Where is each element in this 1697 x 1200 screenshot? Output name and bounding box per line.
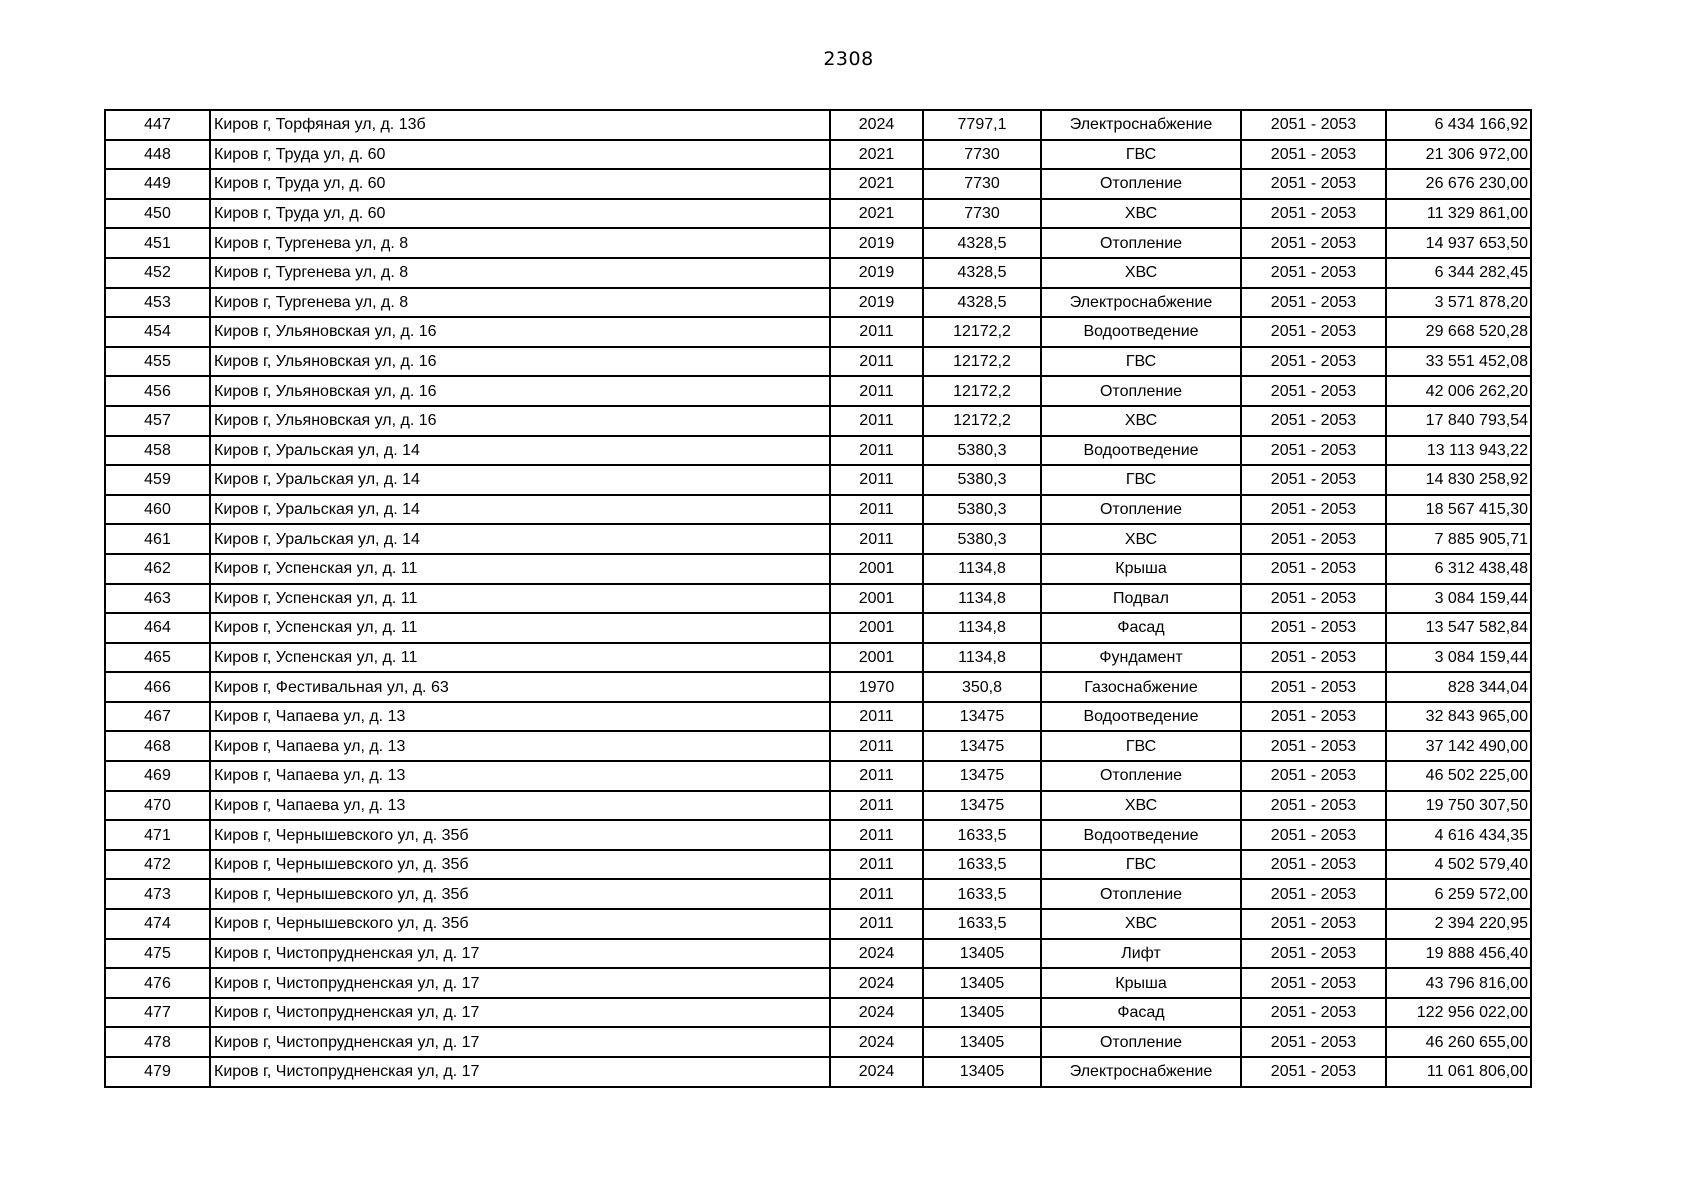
- area-cell: 13475: [923, 761, 1041, 791]
- work-type-cell: ХВС: [1041, 406, 1241, 436]
- table-row: [105, 554, 1531, 584]
- area-cell: 5380,3: [923, 524, 1041, 554]
- area-cell: 13475: [923, 791, 1041, 821]
- area-cell: 4328,5: [923, 258, 1041, 288]
- period-cell: 2051 - 2053: [1241, 347, 1386, 377]
- row-number-cell: 466: [105, 672, 210, 702]
- row-number-cell: 477: [105, 998, 210, 1028]
- year-cell: 2001: [830, 584, 923, 614]
- work-type-cell: Отопление: [1041, 879, 1241, 909]
- table-row: [105, 465, 1531, 495]
- address-cell: Киров г, Труда ул, д. 60: [210, 199, 830, 229]
- cost-cell: 3 084 159,44: [1386, 643, 1531, 673]
- work-type-cell: Электроснабжение: [1041, 1057, 1241, 1087]
- table-row: [105, 702, 1531, 732]
- cost-cell: 46 502 225,00: [1386, 761, 1531, 791]
- cost-cell: 32 843 965,00: [1386, 702, 1531, 732]
- address-cell: Киров г, Уральская ул, д. 14: [210, 465, 830, 495]
- period-cell: 2051 - 2053: [1241, 850, 1386, 880]
- year-cell: 2019: [830, 258, 923, 288]
- row-number-cell: 467: [105, 702, 210, 732]
- row-number-cell: 457: [105, 406, 210, 436]
- year-cell: 2021: [830, 169, 923, 199]
- cost-cell: 6 434 166,92: [1386, 110, 1531, 140]
- cost-cell: 37 142 490,00: [1386, 731, 1531, 761]
- table-row: [105, 110, 1531, 140]
- table-row: [105, 1027, 1531, 1057]
- address-cell: Киров г, Уральская ул, д. 14: [210, 495, 830, 525]
- row-number-cell: 455: [105, 347, 210, 377]
- period-cell: 2051 - 2053: [1241, 820, 1386, 850]
- period-cell: 2051 - 2053: [1241, 317, 1386, 347]
- period-cell: 2051 - 2053: [1241, 1027, 1386, 1057]
- area-cell: 13475: [923, 731, 1041, 761]
- table-row: [105, 968, 1531, 998]
- table-row: [105, 495, 1531, 525]
- cost-cell: 2 394 220,95: [1386, 909, 1531, 939]
- table-row: [105, 524, 1531, 554]
- row-number-cell: 473: [105, 879, 210, 909]
- area-cell: 1134,8: [923, 613, 1041, 643]
- table-row: [105, 288, 1531, 318]
- cost-cell: 7 885 905,71: [1386, 524, 1531, 554]
- work-type-cell: ХВС: [1041, 524, 1241, 554]
- year-cell: 2011: [830, 850, 923, 880]
- address-cell: Киров г, Уральская ул, д. 14: [210, 524, 830, 554]
- address-cell: Киров г, Ульяновская ул, д. 16: [210, 347, 830, 377]
- table-row: [105, 140, 1531, 170]
- area-cell: 7730: [923, 199, 1041, 229]
- cost-cell: 828 344,04: [1386, 672, 1531, 702]
- address-cell: Киров г, Успенская ул, д. 11: [210, 584, 830, 614]
- work-type-cell: Электроснабжение: [1041, 288, 1241, 318]
- period-cell: 2051 - 2053: [1241, 465, 1386, 495]
- year-cell: 2024: [830, 1057, 923, 1087]
- work-type-cell: Крыша: [1041, 554, 1241, 584]
- work-type-cell: Фасад: [1041, 613, 1241, 643]
- year-cell: 2011: [830, 465, 923, 495]
- cost-cell: 6 344 282,45: [1386, 258, 1531, 288]
- period-cell: 2051 - 2053: [1241, 436, 1386, 466]
- period-cell: 2051 - 2053: [1241, 968, 1386, 998]
- repair-schedule-table: [104, 109, 1532, 1088]
- address-cell: Киров г, Тургенева ул, д. 8: [210, 288, 830, 318]
- year-cell: 2011: [830, 347, 923, 377]
- period-cell: 2051 - 2053: [1241, 584, 1386, 614]
- address-cell: Киров г, Чернышевского ул, д. 35б: [210, 909, 830, 939]
- table-row: [105, 347, 1531, 377]
- address-cell: Киров г, Чернышевского ул, д. 35б: [210, 820, 830, 850]
- period-cell: 2051 - 2053: [1241, 140, 1386, 170]
- address-cell: Киров г, Чистопрудненская ул, д. 17: [210, 998, 830, 1028]
- period-cell: 2051 - 2053: [1241, 406, 1386, 436]
- year-cell: 2024: [830, 968, 923, 998]
- table-row: [105, 406, 1531, 436]
- row-number-cell: 453: [105, 288, 210, 318]
- table-row: [105, 939, 1531, 969]
- area-cell: 4328,5: [923, 228, 1041, 258]
- cost-cell: 43 796 816,00: [1386, 968, 1531, 998]
- work-type-cell: Фасад: [1041, 998, 1241, 1028]
- page-number: 2308: [823, 48, 874, 70]
- year-cell: 2024: [830, 998, 923, 1028]
- cost-cell: 29 668 520,28: [1386, 317, 1531, 347]
- address-cell: Киров г, Чапаева ул, д. 13: [210, 731, 830, 761]
- table-row: [105, 791, 1531, 821]
- address-cell: Киров г, Ульяновская ул, д. 16: [210, 406, 830, 436]
- year-cell: 2011: [830, 495, 923, 525]
- year-cell: 2011: [830, 376, 923, 406]
- row-number-cell: 447: [105, 110, 210, 140]
- cost-cell: 3 084 159,44: [1386, 584, 1531, 614]
- table-row: [105, 643, 1531, 673]
- cost-cell: 13 547 582,84: [1386, 613, 1531, 643]
- period-cell: 2051 - 2053: [1241, 643, 1386, 673]
- work-type-cell: ХВС: [1041, 791, 1241, 821]
- address-cell: Киров г, Чапаева ул, д. 13: [210, 702, 830, 732]
- table-row: [105, 850, 1531, 880]
- work-type-cell: ХВС: [1041, 909, 1241, 939]
- table-row: [105, 436, 1531, 466]
- row-number-cell: 465: [105, 643, 210, 673]
- cost-cell: 14 830 258,92: [1386, 465, 1531, 495]
- table-body: [105, 110, 1531, 1087]
- work-type-cell: ГВС: [1041, 140, 1241, 170]
- address-cell: Киров г, Торфяная ул, д. 13б: [210, 110, 830, 140]
- address-cell: Киров г, Успенская ул, д. 11: [210, 643, 830, 673]
- area-cell: 1134,8: [923, 584, 1041, 614]
- year-cell: 2001: [830, 613, 923, 643]
- row-number-cell: 471: [105, 820, 210, 850]
- row-number-cell: 475: [105, 939, 210, 969]
- cost-cell: 122 956 022,00: [1386, 998, 1531, 1028]
- period-cell: 2051 - 2053: [1241, 909, 1386, 939]
- year-cell: 2019: [830, 288, 923, 318]
- period-cell: 2051 - 2053: [1241, 702, 1386, 732]
- cost-cell: 6 259 572,00: [1386, 879, 1531, 909]
- table-row: [105, 909, 1531, 939]
- address-cell: Киров г, Успенская ул, д. 11: [210, 554, 830, 584]
- area-cell: 4328,5: [923, 288, 1041, 318]
- period-cell: 2051 - 2053: [1241, 495, 1386, 525]
- year-cell: 2011: [830, 317, 923, 347]
- year-cell: 2011: [830, 879, 923, 909]
- table-row: [105, 998, 1531, 1028]
- period-cell: 2051 - 2053: [1241, 110, 1386, 140]
- address-cell: Киров г, Успенская ул, д. 11: [210, 613, 830, 643]
- year-cell: 2011: [830, 524, 923, 554]
- year-cell: 2011: [830, 909, 923, 939]
- cost-cell: 19 888 456,40: [1386, 939, 1531, 969]
- work-type-cell: Отопление: [1041, 376, 1241, 406]
- row-number-cell: 463: [105, 584, 210, 614]
- area-cell: 1633,5: [923, 820, 1041, 850]
- row-number-cell: 479: [105, 1057, 210, 1087]
- work-type-cell: Лифт: [1041, 939, 1241, 969]
- area-cell: 350,8: [923, 672, 1041, 702]
- table-row: [105, 879, 1531, 909]
- year-cell: 2024: [830, 110, 923, 140]
- work-type-cell: Отопление: [1041, 761, 1241, 791]
- area-cell: 1633,5: [923, 850, 1041, 880]
- area-cell: 13405: [923, 939, 1041, 969]
- year-cell: 2024: [830, 939, 923, 969]
- cost-cell: 4 502 579,40: [1386, 850, 1531, 880]
- area-cell: 12172,2: [923, 376, 1041, 406]
- area-cell: 13405: [923, 998, 1041, 1028]
- work-type-cell: Отопление: [1041, 1027, 1241, 1057]
- work-type-cell: Отопление: [1041, 495, 1241, 525]
- work-type-cell: ХВС: [1041, 199, 1241, 229]
- cost-cell: 42 006 262,20: [1386, 376, 1531, 406]
- area-cell: 13475: [923, 702, 1041, 732]
- address-cell: Киров г, Тургенева ул, д. 8: [210, 258, 830, 288]
- work-type-cell: Отопление: [1041, 169, 1241, 199]
- address-cell: Киров г, Чистопрудненская ул, д. 17: [210, 939, 830, 969]
- row-number-cell: 449: [105, 169, 210, 199]
- area-cell: 12172,2: [923, 347, 1041, 377]
- year-cell: 2019: [830, 228, 923, 258]
- period-cell: 2051 - 2053: [1241, 731, 1386, 761]
- period-cell: 2051 - 2053: [1241, 939, 1386, 969]
- period-cell: 2051 - 2053: [1241, 376, 1386, 406]
- area-cell: 7730: [923, 169, 1041, 199]
- row-number-cell: 456: [105, 376, 210, 406]
- period-cell: 2051 - 2053: [1241, 613, 1386, 643]
- table-row: [105, 376, 1531, 406]
- address-cell: Киров г, Чапаева ул, д. 13: [210, 761, 830, 791]
- table-row: [105, 820, 1531, 850]
- cost-cell: 11 061 806,00: [1386, 1057, 1531, 1087]
- address-cell: Киров г, Ульяновская ул, д. 16: [210, 376, 830, 406]
- year-cell: 2001: [830, 643, 923, 673]
- row-number-cell: 472: [105, 850, 210, 880]
- row-number-cell: 478: [105, 1027, 210, 1057]
- work-type-cell: Фундамент: [1041, 643, 1241, 673]
- address-cell: Киров г, Уральская ул, д. 14: [210, 436, 830, 466]
- address-cell: Киров г, Чернышевского ул, д. 35б: [210, 850, 830, 880]
- year-cell: 2011: [830, 731, 923, 761]
- year-cell: 2011: [830, 436, 923, 466]
- period-cell: 2051 - 2053: [1241, 199, 1386, 229]
- row-number-cell: 461: [105, 524, 210, 554]
- row-number-cell: 462: [105, 554, 210, 584]
- year-cell: 2021: [830, 140, 923, 170]
- work-type-cell: Газоснабжение: [1041, 672, 1241, 702]
- row-number-cell: 474: [105, 909, 210, 939]
- address-cell: Киров г, Чернышевского ул, д. 35б: [210, 879, 830, 909]
- row-number-cell: 454: [105, 317, 210, 347]
- area-cell: 12172,2: [923, 317, 1041, 347]
- year-cell: 2011: [830, 761, 923, 791]
- work-type-cell: Водоотведение: [1041, 702, 1241, 732]
- work-type-cell: Подвал: [1041, 584, 1241, 614]
- area-cell: 1134,8: [923, 554, 1041, 584]
- address-cell: Киров г, Труда ул, д. 60: [210, 140, 830, 170]
- table-row: [105, 731, 1531, 761]
- period-cell: 2051 - 2053: [1241, 554, 1386, 584]
- year-cell: 2011: [830, 702, 923, 732]
- period-cell: 2051 - 2053: [1241, 169, 1386, 199]
- cost-cell: 6 312 438,48: [1386, 554, 1531, 584]
- work-type-cell: Отопление: [1041, 228, 1241, 258]
- area-cell: 1134,8: [923, 643, 1041, 673]
- table-row: [105, 228, 1531, 258]
- cost-cell: 33 551 452,08: [1386, 347, 1531, 377]
- area-cell: 1633,5: [923, 909, 1041, 939]
- period-cell: 2051 - 2053: [1241, 791, 1386, 821]
- work-type-cell: Водоотведение: [1041, 317, 1241, 347]
- table-row: [105, 317, 1531, 347]
- work-type-cell: ГВС: [1041, 347, 1241, 377]
- row-number-cell: 476: [105, 968, 210, 998]
- period-cell: 2051 - 2053: [1241, 879, 1386, 909]
- cost-cell: 14 937 653,50: [1386, 228, 1531, 258]
- area-cell: 13405: [923, 1027, 1041, 1057]
- period-cell: 2051 - 2053: [1241, 524, 1386, 554]
- work-type-cell: ХВС: [1041, 258, 1241, 288]
- cost-cell: 3 571 878,20: [1386, 288, 1531, 318]
- period-cell: 2051 - 2053: [1241, 288, 1386, 318]
- area-cell: 5380,3: [923, 436, 1041, 466]
- address-cell: Киров г, Тургенева ул, д. 8: [210, 228, 830, 258]
- year-cell: 2021: [830, 199, 923, 229]
- row-number-cell: 451: [105, 228, 210, 258]
- period-cell: 2051 - 2053: [1241, 228, 1386, 258]
- row-number-cell: 460: [105, 495, 210, 525]
- area-cell: 1633,5: [923, 879, 1041, 909]
- area-cell: 13405: [923, 968, 1041, 998]
- cost-cell: 11 329 861,00: [1386, 199, 1531, 229]
- table-row: [105, 1057, 1531, 1087]
- work-type-cell: Крыша: [1041, 968, 1241, 998]
- table-row: [105, 584, 1531, 614]
- period-cell: 2051 - 2053: [1241, 258, 1386, 288]
- table-row: [105, 613, 1531, 643]
- table-row: [105, 761, 1531, 791]
- area-cell: 12172,2: [923, 406, 1041, 436]
- year-cell: 2011: [830, 820, 923, 850]
- table-row: [105, 199, 1531, 229]
- row-number-cell: 464: [105, 613, 210, 643]
- row-number-cell: 469: [105, 761, 210, 791]
- cost-cell: 26 676 230,00: [1386, 169, 1531, 199]
- work-type-cell: ГВС: [1041, 850, 1241, 880]
- row-number-cell: 458: [105, 436, 210, 466]
- row-number-cell: 459: [105, 465, 210, 495]
- work-type-cell: ГВС: [1041, 465, 1241, 495]
- year-cell: 2011: [830, 791, 923, 821]
- area-cell: 7797,1: [923, 110, 1041, 140]
- cost-cell: 13 113 943,22: [1386, 436, 1531, 466]
- cost-cell: 21 306 972,00: [1386, 140, 1531, 170]
- work-type-cell: Электроснабжение: [1041, 110, 1241, 140]
- row-number-cell: 448: [105, 140, 210, 170]
- period-cell: 2051 - 2053: [1241, 672, 1386, 702]
- area-cell: 5380,3: [923, 495, 1041, 525]
- row-number-cell: 452: [105, 258, 210, 288]
- table-row: [105, 672, 1531, 702]
- year-cell: 2011: [830, 406, 923, 436]
- area-cell: 5380,3: [923, 465, 1041, 495]
- address-cell: Киров г, Ульяновская ул, д. 16: [210, 317, 830, 347]
- address-cell: Киров г, Чистопрудненская ул, д. 17: [210, 1057, 830, 1087]
- cost-cell: 19 750 307,50: [1386, 791, 1531, 821]
- work-type-cell: ГВС: [1041, 731, 1241, 761]
- row-number-cell: 470: [105, 791, 210, 821]
- period-cell: 2051 - 2053: [1241, 998, 1386, 1028]
- row-number-cell: 450: [105, 199, 210, 229]
- work-type-cell: Водоотведение: [1041, 436, 1241, 466]
- address-cell: Киров г, Чистопрудненская ул, д. 17: [210, 968, 830, 998]
- year-cell: 2001: [830, 554, 923, 584]
- cost-cell: 46 260 655,00: [1386, 1027, 1531, 1057]
- cost-cell: 17 840 793,54: [1386, 406, 1531, 436]
- year-cell: 2024: [830, 1027, 923, 1057]
- table-row: [105, 258, 1531, 288]
- period-cell: 2051 - 2053: [1241, 761, 1386, 791]
- area-cell: 13405: [923, 1057, 1041, 1087]
- year-cell: 1970: [830, 672, 923, 702]
- table-row: [105, 169, 1531, 199]
- address-cell: Киров г, Чапаева ул, д. 13: [210, 791, 830, 821]
- address-cell: Киров г, Чистопрудненская ул, д. 17: [210, 1027, 830, 1057]
- address-cell: Киров г, Фестивальная ул, д. 63: [210, 672, 830, 702]
- area-cell: 7730: [923, 140, 1041, 170]
- period-cell: 2051 - 2053: [1241, 1057, 1386, 1087]
- address-cell: Киров г, Труда ул, д. 60: [210, 169, 830, 199]
- work-type-cell: Водоотведение: [1041, 820, 1241, 850]
- cost-cell: 18 567 415,30: [1386, 495, 1531, 525]
- cost-cell: 4 616 434,35: [1386, 820, 1531, 850]
- row-number-cell: 468: [105, 731, 210, 761]
